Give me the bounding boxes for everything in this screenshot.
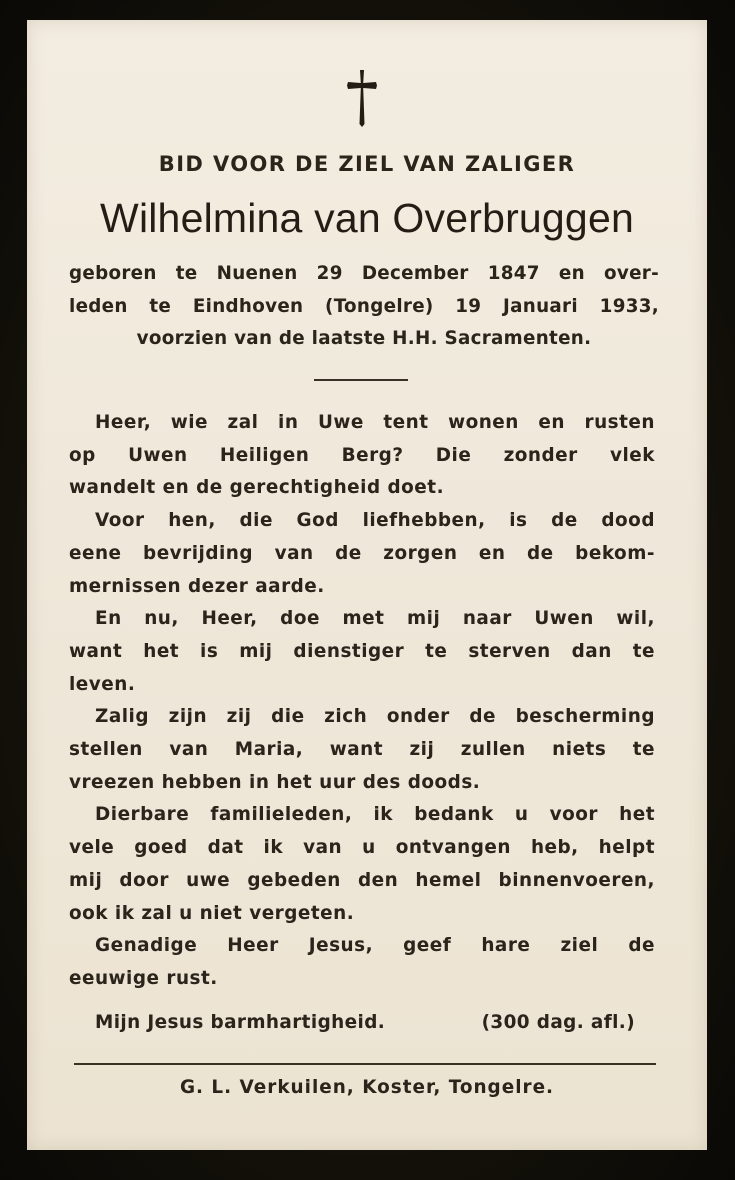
prayer-line: wandelt en de gerechtigheid doet. xyxy=(69,477,445,499)
prayer-text xyxy=(69,407,655,996)
prayer-line: leven. xyxy=(69,673,136,695)
prayer-line: vreezen hebben in het uur des doods. xyxy=(69,771,481,793)
prayer-heading: BID VOOR DE ZIEL VAN ZALIGER xyxy=(158,152,576,176)
prayer-line: eeuwige rust. xyxy=(69,967,218,989)
prayer-line: op Uwen Heiligen Berg? Die zonder vlek xyxy=(69,444,655,466)
printer-credit: G. L. Verkuilen, Koster, Tongelre. xyxy=(179,1077,555,1098)
prayer-line: Dierbare familieleden, ik bedank u voor het xyxy=(95,804,655,826)
long-divider xyxy=(74,1063,656,1065)
prayer-line: vele goed dat ik van u ontvangen heb, helpt xyxy=(69,837,655,859)
birth-death-details xyxy=(69,258,659,356)
indulgence-note: (300 dag. afl.) xyxy=(481,1012,635,1033)
short-divider xyxy=(314,379,408,381)
prayer-line: En nu, Heer, doe met mij naar Uwen wil, xyxy=(95,608,655,630)
prayer-line: Zalig zijn zij die zich onder de bescherming xyxy=(95,706,655,728)
prayer-line: mij door uwe gebeden den hemel binnenvoeren, xyxy=(69,869,655,891)
prayer-line: ook ik zal u niet vergeten. xyxy=(69,902,355,924)
deceased-name: Wilhelmina van Overbruggen xyxy=(100,195,634,241)
prayer-line: mernissen dezer aarde. xyxy=(69,575,325,597)
prayer-line: Heer, wie zal in Uwe tent wonen en rusten xyxy=(95,412,655,433)
prayer-line: Voor hen, die God liefhebben, is de dood xyxy=(95,510,655,532)
intro-line: geboren te Nuenen 29 December 1847 en over- xyxy=(69,263,659,284)
prayer-line: stellen van Maria, want zij zullen niets te xyxy=(69,739,655,761)
prayer-line: want het is mij dienstiger te sterven dan te xyxy=(69,640,655,662)
prayer-line: Genadige Heer Jesus, geef hare ziel de xyxy=(95,935,655,957)
memorial-card xyxy=(27,20,707,1150)
intro-line: voorzien van de laatste H.H. Sacramenten. xyxy=(136,328,592,349)
closing-line xyxy=(95,1012,635,1033)
cross-icon xyxy=(345,68,379,128)
prayer-line: eene bevrijding van de zorgen en de bekom- xyxy=(69,542,655,564)
closing-prayer: Mijn Jesus barmhartigheid. xyxy=(95,1012,386,1033)
intro-line: leden te Eindhoven (Tongelre) 19 Januari 1933, xyxy=(69,295,659,317)
